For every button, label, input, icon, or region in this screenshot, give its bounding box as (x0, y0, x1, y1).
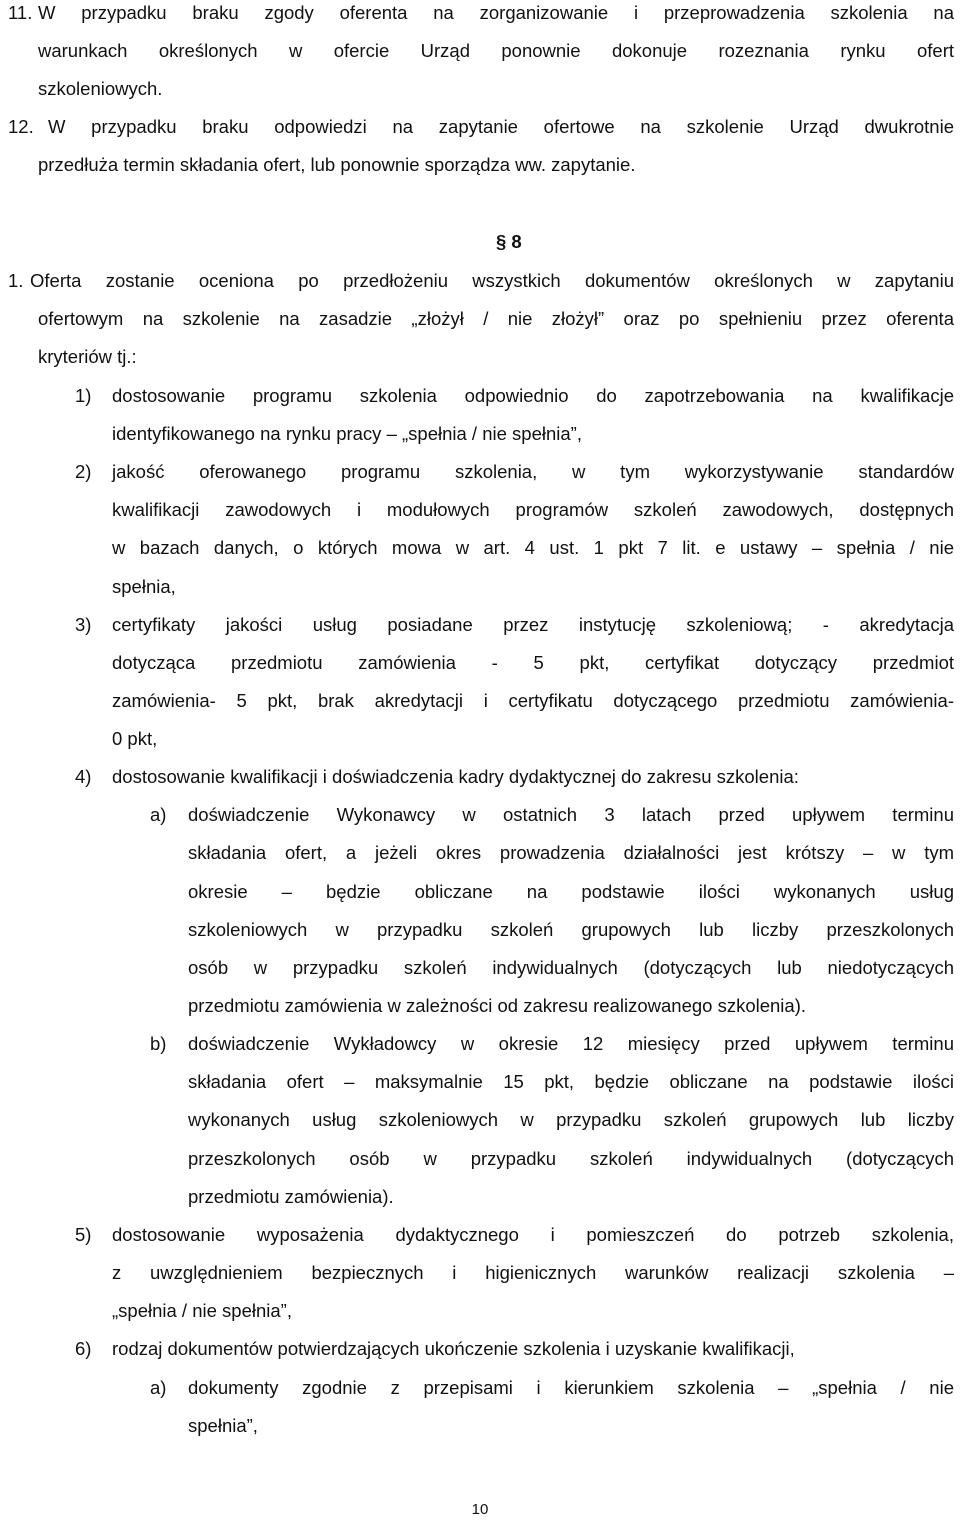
sub-criterion-letter: a) (150, 804, 167, 825)
text-line: W przypadku braku zgody oferenta na zorganizowanie i przeprowadzenia szkolenia na (38, 2, 954, 23)
criterion-number: 3) (75, 614, 92, 635)
text-line: dostosowanie kwalifikacji i doświadczenia kadry dydaktycznej do zakresu szkolenia: (112, 766, 799, 787)
text-line: rodzaj dokumentów potwierdzających ukończenie szkolenia i uzyskanie kwalifikacji, (112, 1338, 795, 1359)
text-line: z uwzględnieniem bezpiecznych i higienicznych warunków realizacji szkolenia – (112, 1262, 954, 1283)
text-line: certyfikaty jakości usług posiadane przez instytucję szkoleniową; - akredytacja (112, 614, 954, 635)
text-line: Oferta zostanie oceniona po przedłożeniu wszystkich dokumentów określonych w zapytaniu (30, 270, 954, 291)
text-line: dostosowanie wyposażenia dydaktycznego i pomieszczeń do potrzeb szkolenia, (112, 1224, 954, 1245)
text-line: osób w przypadku szkoleń indywidualnych (dotyczących lub niedotyczących (188, 957, 954, 978)
text-line: doświadczenie Wykonawcy w ostatnich 3 latach przed upływem terminu (188, 804, 954, 825)
criterion-number: 1) (75, 385, 92, 406)
text-line: dostosowanie programu szkolenia odpowiednio do zapotrzebowania na kwalifikacje (112, 385, 954, 406)
page-number: 10 (471, 1501, 489, 1518)
item-number: 12. (8, 116, 34, 137)
text-line: przedmiotu zamówienia w zależności od zakresu realizowanego szkolenia). (188, 995, 806, 1016)
text-line: spełnia, (112, 576, 176, 597)
criterion-number: 5) (75, 1224, 92, 1245)
text-line: składania ofert, a jeżeli okres prowadzenia działalności jest krótszy – w tym (188, 842, 954, 863)
text-line: w bazach danych, o których mowa w art. 4 ust. 1 pkt 7 lit. e ustawy – spełnia / nie (112, 537, 954, 558)
text-line: dokumenty zgodnie z przepisami i kierunkiem szkolenia – „spełnia / nie (188, 1377, 954, 1398)
text-line: przeszkolonych osób w przypadku szkoleń indywidualnych (dotyczących (188, 1148, 954, 1169)
text-line: doświadczenie Wykładowcy w okresie 12 miesięcy przed upływem terminu (188, 1033, 954, 1054)
criterion-number: 6) (75, 1338, 92, 1359)
text-line: szkoleniowych. (38, 78, 163, 99)
text-line: przedłuża termin składania ofert, lub ponownie sporządza ww. zapytanie. (38, 154, 636, 175)
criterion-number: 4) (75, 766, 92, 787)
sub-criterion-letter: a) (150, 1377, 167, 1398)
text-line: zamówienia- 5 pkt, brak akredytacji i certyfikatu dotyczącego przedmiotu zamówienia- (112, 690, 954, 711)
text-line: przedmiotu zamówienia). (188, 1186, 394, 1207)
section-heading: § 8 (496, 231, 522, 252)
text-line: jakość oferowanego programu szkolenia, w tym wykorzystywanie standardów (112, 461, 954, 482)
text-line: warunkach określonych w ofercie Urząd ponownie dokonuje rozeznania rynku ofert (38, 40, 954, 61)
text-line: „spełnia / nie spełnia”, (112, 1300, 292, 1321)
item-number: 11. (8, 2, 33, 23)
text-line: okresie – będzie obliczane na podstawie ilości wykonanych usług (188, 881, 954, 902)
text-line: 0 pkt, (112, 728, 158, 749)
text-line: składania ofert – maksymalnie 15 pkt, będzie obliczane na podstawie ilości (188, 1071, 954, 1092)
text-line: ofertowym na szkolenie na zasadzie „złożył / nie złożył” oraz po spełnieniu przez oferenta (38, 308, 954, 329)
text-line: identyfikowanego na rynku pracy – „spełnia / nie spełnia”, (112, 423, 582, 444)
text-line: kryteriów tj.: (38, 346, 137, 367)
text-line: dotycząca przedmiotu zamówienia - 5 pkt, certyfikat dotyczący przedmiot (112, 652, 954, 673)
item-number: 1. (8, 270, 24, 291)
text-line: W przypadku braku odpowiedzi na zapytanie ofertowe na szkolenie Urząd dwukrotnie (48, 116, 954, 137)
text-line: wykonanych usług szkoleniowych w przypadku szkoleń grupowych lub liczby (188, 1109, 954, 1130)
sub-criterion-letter: b) (150, 1033, 167, 1054)
text-line: spełnia”, (188, 1415, 258, 1436)
criterion-number: 2) (75, 461, 92, 482)
text-line: szkoleniowych w przypadku szkoleń grupowych lub liczby przeszkolonych (188, 919, 954, 940)
text-line: kwalifikacji zawodowych i modułowych programów szkoleń zawodowych, dostępnych (112, 499, 954, 520)
